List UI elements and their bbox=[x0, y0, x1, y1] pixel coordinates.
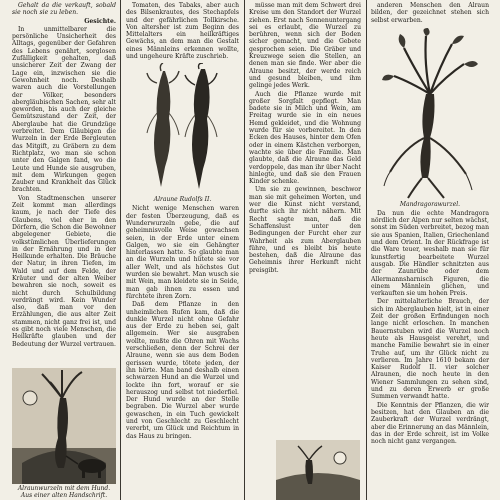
mandrake-woodcut-fragment-icon bbox=[276, 440, 360, 500]
figure-caption-mandragora: Mandragorawurzel. bbox=[399, 200, 461, 208]
mandrake-pair-illustration-icon bbox=[135, 63, 231, 195]
bottom-left-figure bbox=[12, 368, 116, 500]
column-3-paragraph-2: Auch die Pflanze wurde mit großer Sorgfalt gepflegt. Man badete sie in Milch und Wein, am Freitag wurde sie in ein neues Hemd gekleidet, und die Wohnung wurde für sie vorbereitet. In den Ecken des Hauses, hinter dem Ofen oder in einem Kästchen verborgen, wachte sie über die Familie. Man glaubte, daß die Alraune das Geld verdoppele, das man ihr über Nacht hinlegte, und daß sie den Frauen Kinder schenke. bbox=[249, 90, 361, 186]
column-3 bbox=[249, 2, 361, 500]
column-1-paragraph-1: Gehalt da die verkauft, sobald sie noch sie zu leben. bbox=[12, 2, 116, 17]
mandrake-root-illustration-icon bbox=[374, 28, 486, 200]
column-rule-3 bbox=[366, 0, 367, 500]
column-1-heading: Gesichte. bbox=[84, 17, 116, 25]
column-2-paragraph-2: Nicht wenige Menschen waren der festen Überzeugung, daß es Wunderwurzeln gebe, die auf geheimnisvolle Weise gewachsen seien, in der Erde unter einem Galgen, wo sie ein Gehängter hinterlassen hatte. So glaubte man an die Wurzeln und hütete sie vor aller Welt, und als höchstes Gut wurden sie bewahrt. Man wusch sie mit Wein, man kleidete sie in Seide, man gab ihnen zu essen und fürchtete ihren Zorn. bbox=[126, 205, 239, 300]
column-4-paragraph-3: Der mittelalterliche Brauch, der sich im Aberglauben hielt, ist in einer Zeit der großen Erfindungen noch lange nicht erloschen. In manchen Bauernstuben wird die Wurzel noch heute als Hausgeist verehrt, und manche Familie bewahrt sie in einer Truhe auf, um ihr Glück nicht zu verlieren. Im Jahre 1610 bekam der Kaiser Rudolf II. vier solcher Alraunen, die noch heute in den Wiener Sammlungen zu sehen sind, und zu deren Erwerb er große Summen verwandt hatte. bbox=[371, 298, 489, 401]
column-1-paragraph-3: Von Stadtmenschen unserer Zeit kommt man allerdings kaum, je nach der Tiefe des Glaubens, viel eher in den Dörfern, die Schon die Bewohner abgelegener Gebiete, die volkstümlichen Überlieferungen in der Ernährung und in der Heilkunde erhalten. Die Bräuche der Natur, in ihren Tiefen, im Wald und auf dem Felde, der Kräuter und der alten Weiber bewahren sie noch, soweit es nicht durch Schulbildung verdrängt wird. Kein Wunder also, daß man vor den Erzählungen, die aus alter Zeit stammen, nicht ganz frei ist, und es gibt noch viele Menschen, die Heilkräfte glauben und der Bedeutung der Wurzel vertrauen. bbox=[12, 194, 116, 348]
mandrake-dog-woodcut-icon bbox=[12, 368, 116, 484]
column-2 bbox=[126, 2, 239, 500]
column-3-paragraph-1: müsse man mit dem Schwert drei Kreise um den Standort der Wurzel ziehen. Erst nach Sonnenuntergang sei es erlaubt, die Wurzel zu berühren, wenn sich der Boden sicher gemacht, und die Gebete gesprochen seien. Die Gräber und Kreuzwege seien die Stellen, an denen man sie finde. Wer aber die Alraune besitzt, der werde reich und gesund bleiben, und ihm gelinge jedes Werk. bbox=[249, 2, 361, 90]
column-3-paragraph-3: Um sie zu gewinnen, beschwor man sie mit geheimen Worten, und wer die Kunst nicht verstand, durfte sich ihr nicht nähern. Mit Recht sagte man, daß die Schaffenslust unter den Bedingungen der Furcht eher zur Wahrheit als zum Aberglauben führe, und es bleibt bis heute bestehen, daß die Alraune das Geheimnis ihrer Herkunft nicht preisgibt. bbox=[249, 186, 361, 274]
column-rule-2 bbox=[244, 0, 245, 500]
column-4-paragraph-4: Die Kenntnis der Pflanzen, die wir besitzen, hat den Glauben an die Zauberkraft der Wurzel verdrängt, aber die Erinnerung an das Männlein, das in der Erde schreit, ist im Volke noch nicht ganz vergangen. bbox=[371, 401, 489, 446]
column-rule-1 bbox=[120, 0, 121, 500]
column-2-paragraph-3: Daß dem Pflanze in den unheimlichen Rufen kam, daß die dunkle Wurzel nicht ohne Gefahr aus der Erde zu heben sei, galt allgemein. Wer sie ausgraben wollte, mußte die Ohren mit Wachs verschließen, denn der Schrei der Alraune, wenn sie aus dem Boden gerissen wurde, tötete jeden, der ihn hörte. Man band deshalb einen schwarzen Hund an die Wurzel und lockte ihn fort, worauf er sie herauszog und selbst tot niederfiel. Der Hund wurde an der Stelle begraben. Die Wurzel aber wurde gewaschen, in ein Tuch gewickelt und von Geschlecht zu Geschlecht vererbt, um Glück und Reichtum in das Haus zu bringen. bbox=[126, 301, 239, 440]
figure-caption-rudolf: Alraune Rudolfs II. bbox=[153, 196, 212, 204]
column-1-paragraph-2: In unmittelbarer die persönliche Unsicherheit des Alltags, gegenüber der Gefahren des Lebens genährt, sorglosen Zufälligkeit gehalten, daß unsicherer Zeit der Zwang der Lage ein, inzwischen sie die Gewohnheit noch. Deshalb waren auch die Vorstellungen der Völker, besonders abergläubischen Sachen, sehr alt geworden, bis auch der gleiche Gemütszustand der Zeit, der Aberglaube hat die Grundzüge verbreitet. Dem Gläubigen die Wurzeln in der Erde Bergleuten das Mitgift, zu Gräbern zu dem Richtplatz, wo man sie schon unter den Galgen fand, wo die Leute und Hunde sie ausgruben, mit dem Wirkungen gegen Zauber und Krankheit das Glück brachten. bbox=[12, 25, 116, 194]
column-2-paragraph-1: Tomaten, des Tabaks, aber auch des Bilsenkrautes, des Stechapfels und der gefährlichen Tollkirsche. Von altersher ist zum Beginn des Mittelalters ein heilkräftiges Gewächs, an dem man die Gestalt eines Männleins erkennen wollte, und ungeheure Kräfte zuschrieb. bbox=[126, 2, 239, 61]
column-4 bbox=[371, 2, 489, 500]
column-4-paragraph-1: anderen Menschen den Alraun bilden, der gezeichnet stehen sich selbst erwarben. bbox=[371, 2, 489, 24]
column-4-paragraph-2: Da nun die echte Mandragora nördlich der Alpen nur selten wächst, sonst im Süden verbreitet, bezog man sie aus Spanien, Italien, Griechenland und dem Orient. In der Rückfrage ist die Ware teuer, weshalb man sie für kunstfertig bearbeitete Wurzel ausgab. Die Händler schnitzten aus der Zaunrübe oder dem Allermannsharnisch Figuren, die einem Männlein glichen, und verkauften sie um hohen Preis. bbox=[371, 209, 489, 298]
bottom-left-caption: Alraunwurzeln mit dem Hund. Aus einer alten Handschrift. bbox=[17, 485, 111, 499]
